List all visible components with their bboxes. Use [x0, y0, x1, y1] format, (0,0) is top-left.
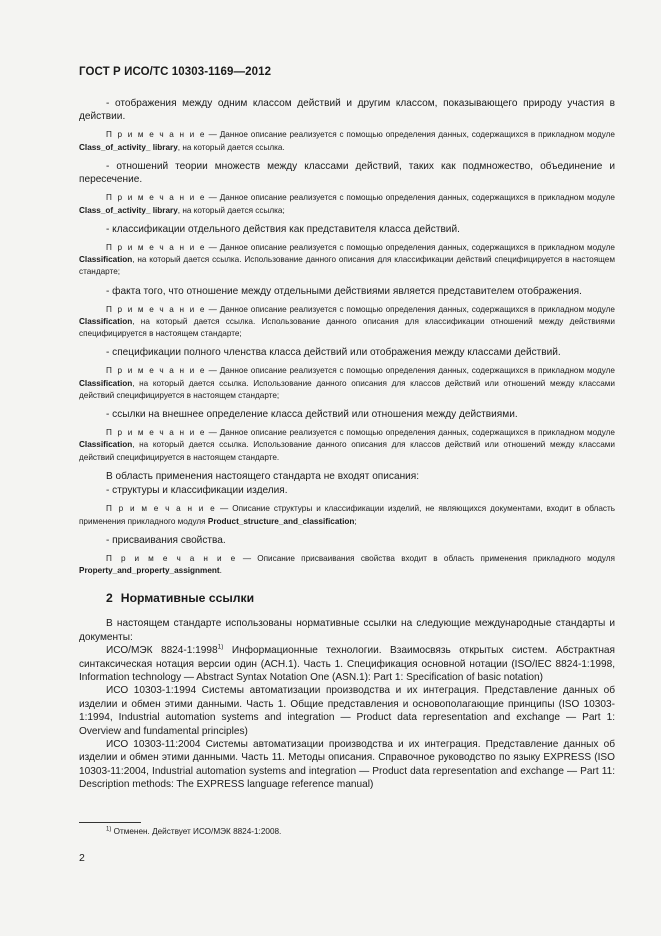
footnote-divider: [79, 822, 141, 823]
section-number: 2: [106, 591, 113, 606]
scope-item-6: [79, 408, 615, 464]
note-text: ;: [354, 516, 357, 526]
module-name: Class_of_activity_ library: [79, 205, 178, 215]
note-text: , на который дается ссылка.: [177, 142, 285, 152]
document-header: ГОСТ Р ИСО/ТС 10303-1169—2012: [79, 66, 272, 78]
reference-entry: [79, 738, 615, 792]
note-label: П р и м е ч а н и е: [106, 193, 206, 203]
excluded-note: [79, 553, 615, 578]
note-label: П р и м е ч а н и е: [106, 428, 206, 438]
scope-item-text: - классификации отдельного действия как представителя класса действий.: [106, 223, 460, 235]
module-name: Property_and_property_assignment: [79, 566, 220, 576]
note-text: , на который дается ссылка. Использование данного описания для классов действий или отношений между классами действий специфицируется в настоящем стандарте.: [79, 440, 615, 462]
scope-item-4: [79, 285, 615, 341]
excluded-intro: В область применения настоящего стандарта не входят описания:: [106, 471, 420, 482]
reference-text: Информационные технологии. Взаимосвязь открытых систем. Абстрактная синтаксическая нотация версии один (АСН.1). Часть 1. Спецификация основной нотации (ISO/IEC 8824-1:1998, Information technology — Abstract Syntax Notation One (ASN.1): Part 1: Specification of basic notation): [79, 645, 615, 684]
note-text: — Описание структуры и классификации изделий, не являющихся документами, входит в область применения прикладного модуля: [79, 504, 615, 526]
note-label: П р и м е ч а н и е: [106, 553, 237, 563]
note-text: — Данное описание реализуется с помощью определения данных, содержащихся в прикладном модуле: [205, 428, 615, 438]
note-label: П р и м е ч а н и е: [106, 366, 206, 376]
note-label: П р и м е ч а н и е: [106, 242, 206, 252]
scope-item-text: - отображения между одним классом действий и другим классом, показывающего природу участия в действии.: [79, 98, 615, 123]
scope-item-5: [79, 346, 615, 402]
note-text: — Данное описание реализуется с помощью определения данных, содержащихся в прикладном модуле: [205, 130, 615, 140]
scope-item-text: - спецификации полного членства класса действий или отображения между классами действий.: [106, 347, 561, 359]
excluded-item: - присваивания свойства.: [106, 534, 226, 546]
scope-item-text: - ссылки на внешнее определение класса действий или отношения между действиями.: [106, 409, 518, 421]
section-title: Нормативные ссылки: [120, 591, 255, 606]
scope-item-3: [79, 223, 615, 279]
note-text: — Данное описание реализуется с помощью определения данных, содержащихся в прикладном модуле: [205, 242, 615, 252]
note-text: — Данное описание реализуется с помощью определения данных, содержащихся в прикладном модуле: [205, 366, 615, 376]
excluded-block: [79, 470, 615, 577]
note-label: П р и м е ч а н и е: [106, 130, 206, 140]
reference-text: ИСО 10303-1:1994 Системы автоматизации производства и их интеграция. Представление данных об изделии и обмен этими данными. Часть 1. Общие представления и основополагающие принципы (ISO 10303-1:1994, Industrial automation systems and integration — Product data representation and exchange — Part 1: Overview and fundamental principles): [79, 685, 615, 737]
module-name: Class_of_activity_ library: [79, 142, 178, 152]
scope-note: [79, 427, 615, 464]
references-intro: В настоящем стандарте использованы нормативные ссылки на следующие международные стандарты и документы:: [79, 618, 615, 643]
excluded-item: - структуры и классификации изделия.: [106, 485, 288, 497]
note-text: , на который дается ссылка;: [177, 205, 285, 215]
reference-text: ИСО 10303-11:2004 Системы автоматизации производства и их интеграция. Представление данных об изделии и обмен этими данными. Часть 11. Методы описания. Справочное руководство по языку EXPRESS (ISO 10303-11:2004, Industrial automation systems and integration — Product data representation and exchange — Part 11: Description methods: The EXPRESS language reference manual): [79, 739, 615, 791]
reference-text: ИСО/МЭК 8824-1:1998: [106, 645, 218, 657]
module-name: Product_structure_and_classification: [207, 516, 355, 526]
scope-note: [79, 304, 615, 341]
note-label: П р и м е ч а н и е: [106, 304, 206, 314]
scope-note: [79, 192, 615, 217]
module-name: Classification: [79, 316, 133, 326]
page-number: 2: [79, 852, 85, 864]
scope-item-2: [79, 160, 615, 217]
module-name: Classification: [79, 440, 133, 450]
footnote-marker: 1): [217, 643, 224, 651]
footnote-text: Отменен. Действует ИСО/МЭК 8824-1:2008.: [111, 827, 282, 836]
note-text: , на который дается ссылка. Использование данного описания для классификации отношений между действиями специфицируется в настоящем стандарте;: [79, 316, 615, 339]
scope-note: [79, 365, 615, 402]
scope-note: [79, 129, 615, 154]
section-heading: [106, 591, 615, 605]
reference-entry: [79, 644, 615, 684]
page-content: [79, 97, 615, 792]
footnote: [106, 827, 281, 836]
note-text: .: [219, 566, 222, 576]
scope-item-1: [79, 97, 615, 154]
scope-item-text: - отношений теории множеств между классами действий, таких как подмножество, объединение и пересечение.: [79, 160, 615, 186]
module-name: Classification: [79, 255, 133, 265]
module-name: Classification: [79, 378, 133, 388]
note-label: П р и м е ч а н и е: [106, 504, 217, 514]
footnote-marker: 1): [106, 826, 112, 833]
note-text: , на который дается ссылка. Использование данного описания для классов действий или отношений между классами действий специфицируется в настоящем стандарте;: [79, 378, 615, 400]
note-text: , на который дается ссылка. Использование данного описания для классификации действий специфицируется в настоящем стандарте;: [79, 255, 615, 277]
reference-entry: [79, 684, 615, 738]
note-text: — Данное описание реализуется с помощью определения данных, содержащихся в прикладном модуле: [205, 193, 615, 203]
normative-references: [79, 617, 615, 791]
note-text: — Данное описание реализуется с помощью определения данных, содержащихся в прикладном модуле: [205, 304, 615, 314]
note-text: — Описание присваивания свойства входит в область применения прикладного модуля: [236, 553, 615, 563]
scope-item-text: - факта того, что отношение между отдельными действиями является представителем отображения.: [106, 285, 582, 297]
excluded-note: [79, 503, 615, 528]
scope-note: [79, 242, 615, 279]
